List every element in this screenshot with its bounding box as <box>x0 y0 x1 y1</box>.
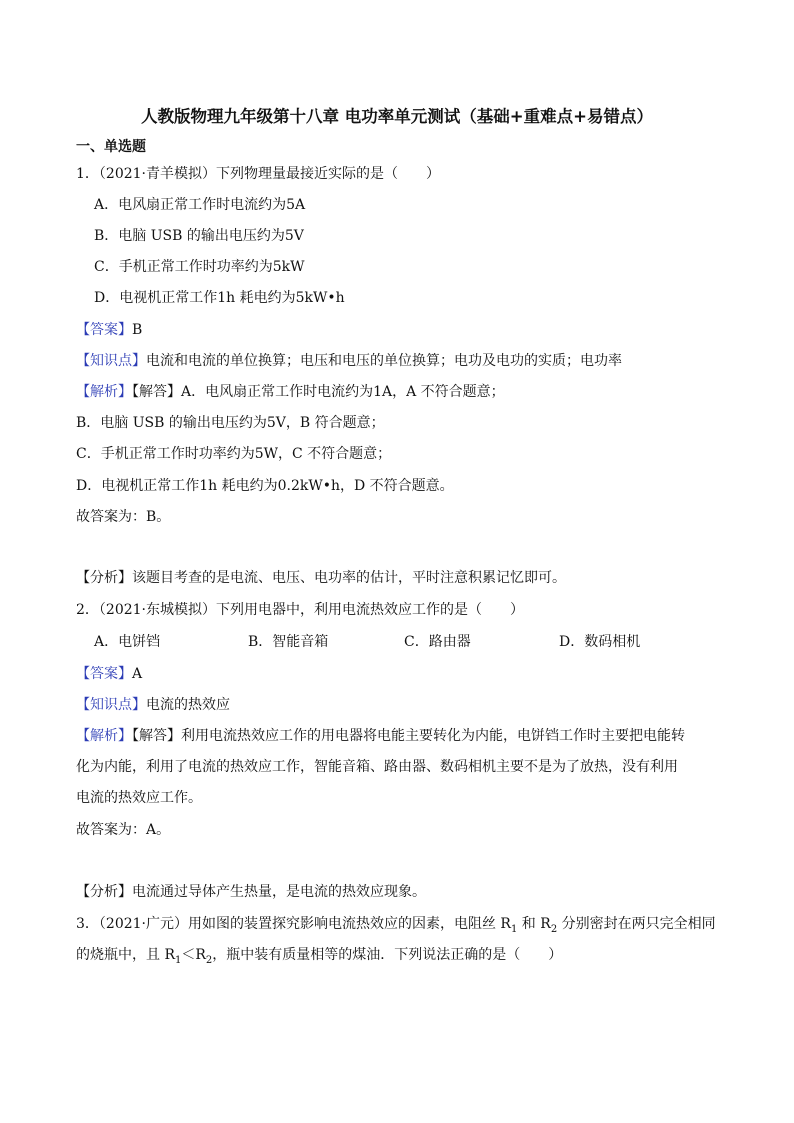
question-1-stem: 1．（2021·青羊模拟）下列物理量最接近实际的是（ ） <box>76 166 440 182</box>
knowledge-point-text: 电流的热效应 <box>146 697 230 713</box>
subscript: 2 <box>205 954 213 966</box>
analysis-text: 【解答】利用电流热效应工作的用电器将电能主要转化为内能，电饼铛工作时主要把电能转 <box>132 728 685 744</box>
question-2-answer <box>76 664 142 684</box>
section-heading: 一、单选题 <box>76 139 146 155</box>
question-1-analysis-line-2: B．电脑 USB 的输出电压约为5V，B 符合题意； <box>76 415 385 431</box>
answer-tag: 【答案】 <box>76 666 132 682</box>
answer-value: A <box>132 666 143 682</box>
stem-text: ，瓶中装有质量相等的煤油．下列说法正确的是（ ） <box>212 947 563 963</box>
question-3-stem-line-1 <box>76 914 716 940</box>
question-2-knowledge-point <box>76 695 230 715</box>
question-2-analysis-line-3: 电流的热效应工作。 <box>76 790 202 806</box>
knowledge-point-tag: 【知识点】 <box>76 697 146 713</box>
answer-tag: 【答案】 <box>76 322 132 338</box>
stem-text: 的烧瓶中，且 R <box>76 947 175 963</box>
analysis-text: 【解答】A．电风扇正常工作时电流约为1A，A 不符合题意； <box>132 384 505 400</box>
stem-text: 分别密封在两只完全相同 <box>557 916 716 932</box>
analysis-tag: 【解析】 <box>76 728 132 744</box>
knowledge-point-tag: 【知识点】 <box>76 353 146 369</box>
question-1-analysis-line-1 <box>76 382 505 402</box>
question-2-option-b: B．智能音箱 <box>248 634 329 650</box>
question-1-answer <box>76 320 142 340</box>
analysis-tag: 【解析】 <box>76 384 132 400</box>
question-1-option-b: B．电脑 USB 的输出电压约为5V <box>94 228 304 244</box>
question-1-option-d: D．电视机正常工作1h 耗电约为5kW•h <box>94 290 345 306</box>
knowledge-point-text: 电流和电流的单位换算；电压和电压的单位换算；电功及电功的实质；电功率 <box>146 353 622 369</box>
question-1-option-c: C．手机正常工作时功率约为5kW <box>94 259 305 275</box>
question-1-analysis-line-4: D．电视机正常工作1h 耗电约为0.2kW•h，D 不符合题意。 <box>76 478 454 494</box>
question-2-option-c: C．路由器 <box>404 634 471 650</box>
question-2-analysis-summary: 【分析】电流通过导体产生热量，是电流的热效应现象。 <box>76 884 426 900</box>
subscript: 1 <box>175 954 182 966</box>
question-3-stem-line-2 <box>76 945 562 971</box>
document-title: 人教版物理九年级第十八章 电功率单元测试（基础+重难点+易错点） <box>141 107 653 126</box>
stem-text: ＜R <box>181 947 206 963</box>
subscript: 2 <box>550 923 558 935</box>
stem-text: 3．（2021·广元）用如图的装置探究影响电流热效应的因素，电阻丝 R <box>76 916 511 932</box>
question-2-option-d: D．数码相机 <box>559 634 641 650</box>
question-1-option-a: A．电风扇正常工作时电流约为5A <box>94 197 306 213</box>
question-2-option-a: A．电饼铛 <box>94 634 161 650</box>
question-2-conclusion: 故答案为：A。 <box>76 822 171 838</box>
question-2-analysis-line-2: 化为内能，利用了电流的热效应工作，智能音箱、路由器、数码相机主要不是为了放热，没有利用 <box>76 759 678 775</box>
question-2-stem: 2．（2021·东城模拟）下列用电器中，利用电流热效应工作的是（ ） <box>76 602 524 618</box>
question-1-conclusion: 故答案为：B。 <box>76 509 171 525</box>
stem-text: 和 R <box>517 916 551 932</box>
question-2-analysis-line-1 <box>76 726 685 746</box>
question-1-analysis-line-3: C．手机正常工作时功率约为5W，C 不符合题意； <box>76 446 392 462</box>
answer-value: B <box>132 322 143 338</box>
question-1-analysis-summary: 【分析】该题目考查的是电流、电压、电功率的估计，平时注意积累记忆即可。 <box>76 570 566 586</box>
subscript: 1 <box>510 923 518 935</box>
question-1-knowledge-point <box>76 351 622 371</box>
